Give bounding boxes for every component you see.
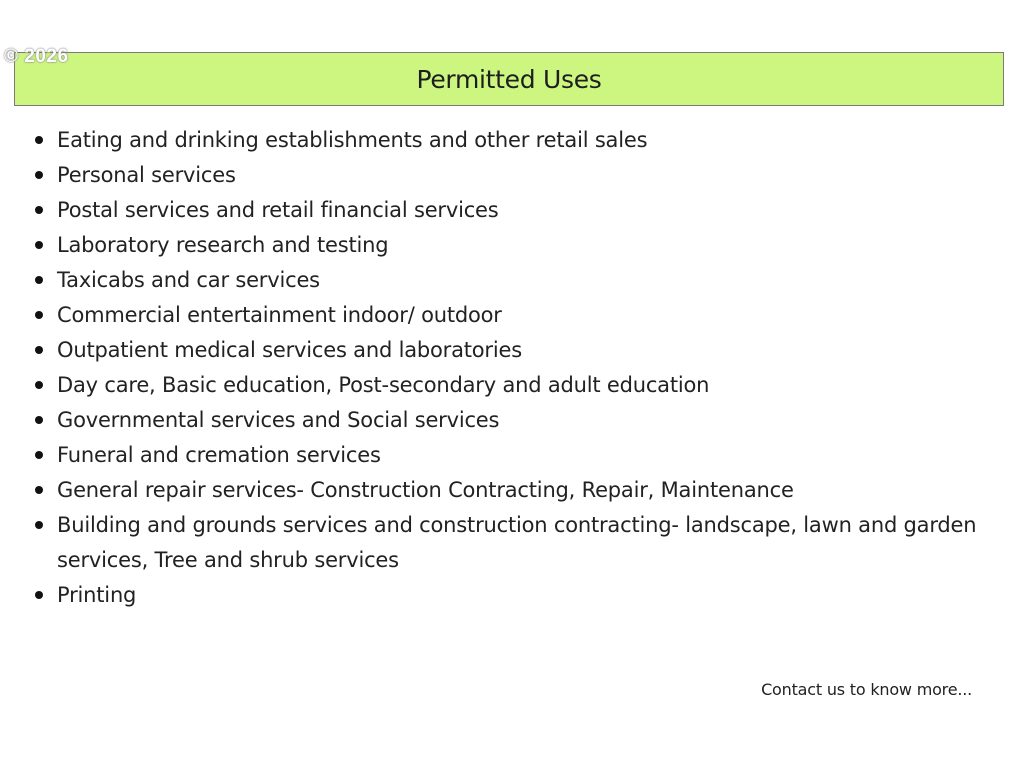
list-item-text: Governmental services and Social services bbox=[57, 408, 500, 432]
list-item-text: Laboratory research and testing bbox=[57, 233, 389, 257]
list-item bbox=[30, 228, 990, 263]
list-item bbox=[30, 438, 990, 473]
list-item bbox=[30, 473, 990, 508]
list-item bbox=[30, 403, 990, 438]
list-item-text: Personal services bbox=[57, 163, 236, 187]
title-banner bbox=[14, 52, 1004, 106]
bullet-icon bbox=[35, 276, 43, 284]
bullet-icon bbox=[35, 416, 43, 424]
list-item bbox=[30, 263, 990, 298]
permitted-uses-list bbox=[30, 123, 990, 613]
list-item bbox=[30, 508, 990, 578]
bullet-icon bbox=[35, 521, 43, 529]
bullet-icon bbox=[35, 591, 43, 599]
copyright-watermark: © 2026 bbox=[4, 46, 69, 67]
list-item-text: Printing bbox=[57, 583, 137, 607]
list-item-text: General repair services- Construction Contracting, Repair, Maintenance bbox=[57, 478, 794, 502]
bullet-icon bbox=[35, 311, 43, 319]
list-item-text: Commercial entertainment indoor/ outdoor bbox=[57, 303, 502, 327]
list-item-text: Day care, Basic education, Post-secondary and adult education bbox=[57, 373, 710, 397]
bullet-icon bbox=[35, 136, 43, 144]
list-item bbox=[30, 298, 990, 333]
bullet-icon bbox=[35, 241, 43, 249]
bullet-icon bbox=[35, 381, 43, 389]
list-item-text: Eating and drinking establishments and other retail sales bbox=[57, 128, 648, 152]
list-item-text: Funeral and cremation services bbox=[57, 443, 381, 467]
list-item bbox=[30, 578, 990, 613]
list-item-text: Postal services and retail financial services bbox=[57, 198, 499, 222]
list-item-text: Building and grounds services and construction contracting- landscape, lawn and garden services, Tree and shrub services bbox=[57, 513, 977, 572]
page-title: Permitted Uses bbox=[416, 64, 602, 94]
list-item-text: Outpatient medical services and laboratories bbox=[57, 338, 522, 362]
list-item bbox=[30, 368, 990, 403]
list-item bbox=[30, 333, 990, 368]
bullet-icon bbox=[35, 171, 43, 179]
list-item bbox=[30, 123, 990, 158]
bullet-icon bbox=[35, 346, 43, 354]
contact-note: Contact us to know more... bbox=[761, 680, 972, 699]
list-item bbox=[30, 193, 990, 228]
bullet-icon bbox=[35, 486, 43, 494]
list-item bbox=[30, 158, 990, 193]
list-item-text: Taxicabs and car services bbox=[57, 268, 320, 292]
bullet-icon bbox=[35, 206, 43, 214]
bullet-icon bbox=[35, 451, 43, 459]
